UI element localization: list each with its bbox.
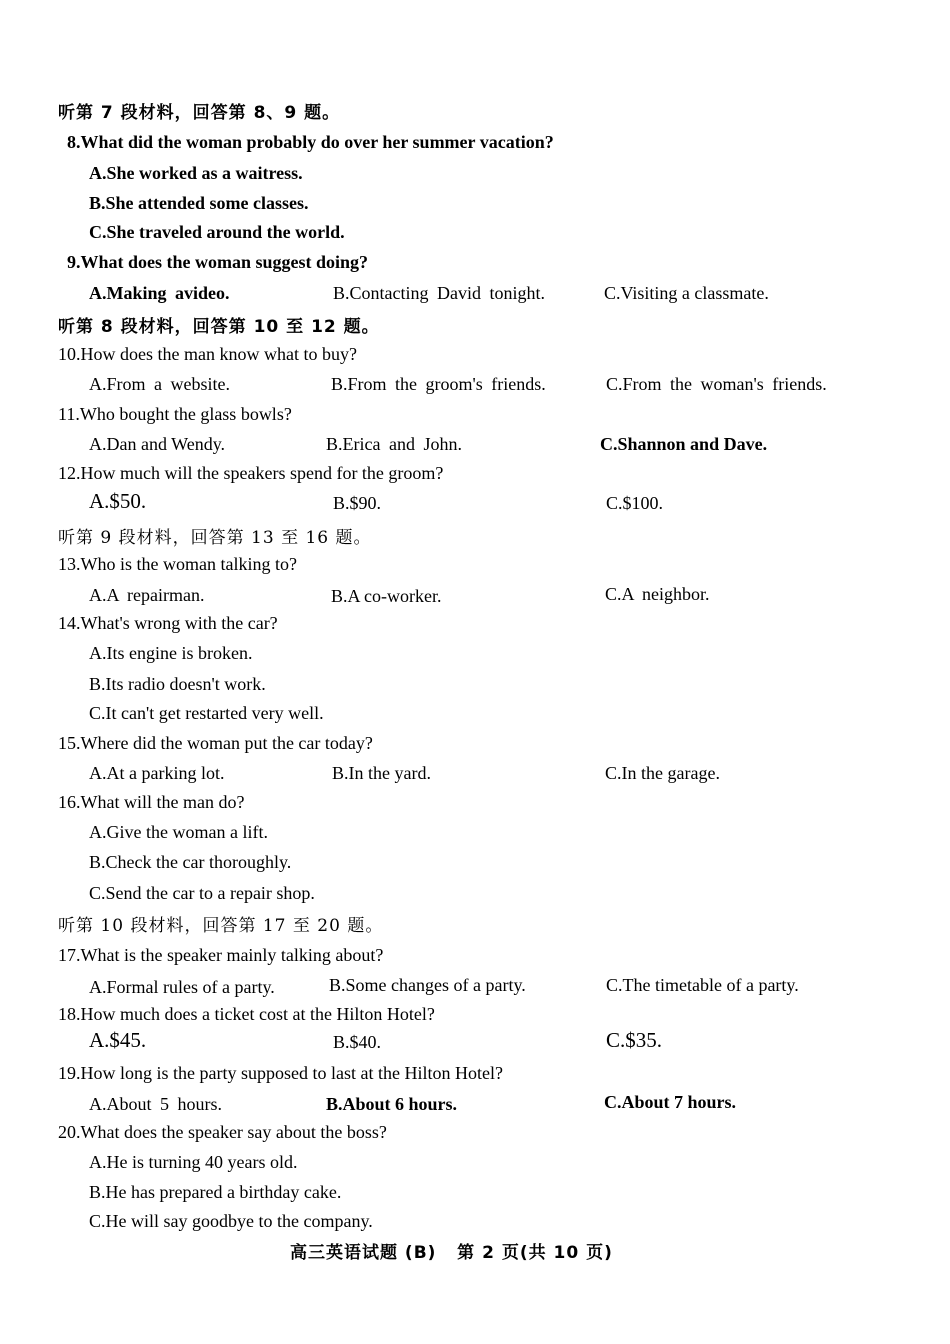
option-20c: C.He will say goodbye to the company. bbox=[89, 1211, 373, 1231]
option-17c: C.The timetable of a party. bbox=[606, 975, 799, 995]
option-18c: C.$35. bbox=[606, 1028, 663, 1052]
question-10: 10.How does the man know what to buy? bbox=[58, 344, 357, 364]
option-10a: A.From a website. bbox=[89, 374, 230, 394]
option-8a: A.She worked as a waitress. bbox=[89, 163, 303, 183]
option-15b: B.In the yard. bbox=[332, 763, 431, 783]
option-17a: A.Formal rules of a party. bbox=[89, 977, 275, 997]
option-13c: C.A neighbor. bbox=[605, 584, 710, 604]
question-12: 12.How much will the speakers spend for the groom? bbox=[58, 463, 444, 483]
question-14: 14.What's wrong with the car? bbox=[58, 613, 278, 633]
option-12a: A.$50. bbox=[89, 489, 147, 513]
question-15: 15.Where did the woman put the car today? bbox=[58, 733, 373, 753]
option-9c: C.Visiting a classmate. bbox=[604, 283, 769, 303]
option-15c: C.In the garage. bbox=[605, 763, 720, 783]
section-heading: 听第 9 段材料，回答第 13 至 16 题。 bbox=[58, 528, 372, 548]
question-8: 8.What did the woman probably do over her summer vacation? bbox=[67, 132, 554, 152]
option-10b: B.From the groom's friends. bbox=[331, 374, 546, 394]
option-13b: B.A co-worker. bbox=[331, 586, 442, 606]
section-heading: 听第 7 段材料，回答第 8、9 题。 bbox=[58, 103, 341, 123]
option-19c: C.About 7 hours. bbox=[604, 1092, 737, 1112]
option-15a: A.At a parking lot. bbox=[89, 763, 225, 783]
option-10c: C.From the woman's friends. bbox=[606, 374, 827, 394]
question-20: 20.What does the speaker say about the boss? bbox=[58, 1122, 387, 1142]
option-16b: B.Check the car thoroughly. bbox=[89, 852, 292, 872]
section-heading: 听第 8 段材料，回答第 10 至 12 题。 bbox=[58, 317, 380, 337]
option-16a: A.Give the woman a lift. bbox=[89, 822, 268, 842]
option-11c: C.Shannon and Dave. bbox=[600, 434, 768, 454]
question-13: 13.Who is the woman talking to? bbox=[58, 554, 297, 574]
option-12c: C.$100. bbox=[606, 493, 664, 513]
question-19: 19.How long is the party supposed to last at the Hilton Hotel? bbox=[58, 1063, 503, 1083]
page-footer: 高三英语试题 (B) 第 2 页(共 10 页) bbox=[290, 1243, 613, 1263]
question-17: 17.What is the speaker mainly talking about? bbox=[58, 945, 384, 965]
option-20a: A.He is turning 40 years old. bbox=[89, 1152, 298, 1172]
option-14a: A.Its engine is broken. bbox=[89, 643, 253, 663]
question-11: 11.Who bought the glass bowls? bbox=[58, 404, 292, 424]
option-14b: B.Its radio doesn't work. bbox=[89, 674, 266, 694]
option-8c: C.She traveled around the world. bbox=[89, 222, 345, 242]
option-20b: B.He has prepared a birthday cake. bbox=[89, 1182, 342, 1202]
option-13a: A.A repairman. bbox=[89, 585, 205, 605]
question-9: 9.What does the woman suggest doing? bbox=[67, 252, 369, 272]
option-19a: A.About 5 hours. bbox=[89, 1094, 222, 1114]
option-19b: B.About 6 hours. bbox=[326, 1094, 458, 1114]
section-heading: 听第 10 段材料，回答第 17 至 20 题。 bbox=[58, 916, 384, 936]
option-11a: A.Dan and Wendy. bbox=[89, 434, 226, 454]
option-11b: B.Erica and John. bbox=[326, 434, 462, 454]
option-18b: B.$40. bbox=[333, 1032, 382, 1052]
option-14c: C.It can't get restarted very well. bbox=[89, 703, 324, 723]
option-18a: A.$45. bbox=[89, 1028, 147, 1052]
option-12b: B.$90. bbox=[333, 493, 382, 513]
option-8b: B.She attended some classes. bbox=[89, 193, 309, 213]
option-9b: B.Contacting David tonight. bbox=[333, 283, 545, 303]
option-9a: A.Making avideo. bbox=[89, 283, 230, 303]
option-17b: B.Some changes of a party. bbox=[329, 975, 526, 995]
option-16c: C.Send the car to a repair shop. bbox=[89, 883, 315, 903]
question-16: 16.What will the man do? bbox=[58, 792, 245, 812]
question-18: 18.How much does a ticket cost at the Hilton Hotel? bbox=[58, 1004, 435, 1024]
